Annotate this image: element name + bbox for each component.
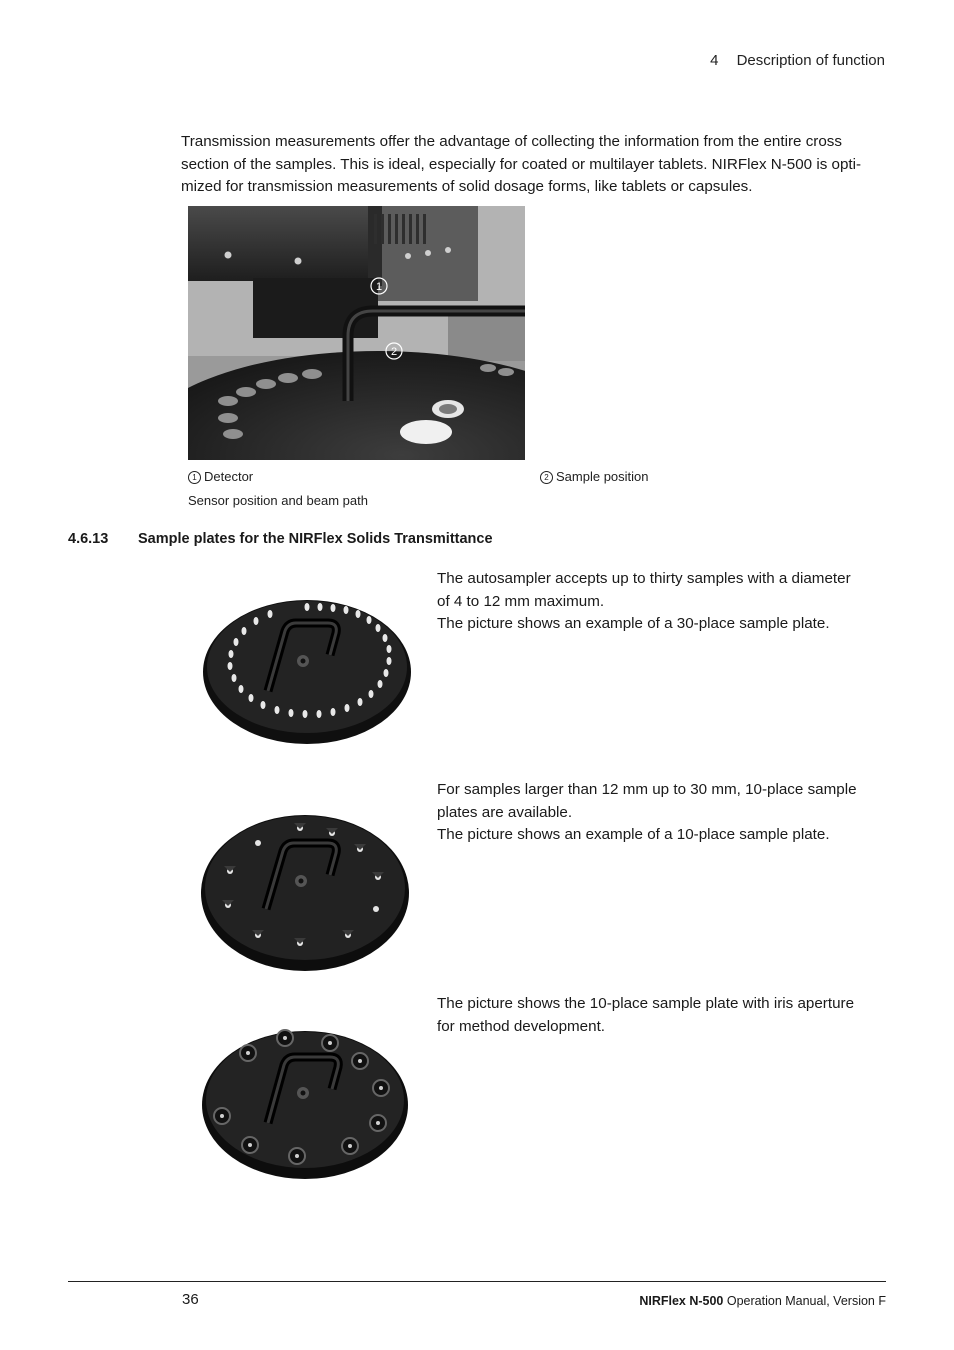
plate-10-place-image	[200, 805, 415, 980]
callout-legend-sample-position	[540, 469, 649, 484]
footer-doc-title: Operation Manual, Version F	[726, 1294, 886, 1308]
page-number: 36	[182, 1291, 199, 1308]
plate-30-line: The autosampler accepts up to thirty samples with a diameter	[437, 570, 851, 587]
intro-line: Transmission measurements offer the advantage of collecting the information from the entire cross	[181, 133, 842, 150]
callout-label: Detector	[204, 469, 254, 484]
plate-iris-image	[200, 1023, 415, 1198]
chapter-title: Description of function	[736, 52, 885, 69]
figure-caption: Sensor position and beam path	[188, 493, 368, 508]
plate-10-place-illustration	[200, 805, 415, 980]
callout-legend-detector	[188, 469, 253, 484]
plate-30-place-illustration	[200, 583, 415, 758]
plate-30-description	[437, 568, 887, 636]
chapter-number: 4	[710, 52, 719, 69]
callout-label: Sample position	[556, 469, 649, 484]
plate-10-line: For samples larger than 12 mm up to 30 mm, 10-place sample	[437, 781, 857, 798]
plate-30-line: of 4 to 12 mm maximum.	[437, 592, 605, 610]
intro-paragraph	[181, 131, 881, 199]
plate-iris-description	[437, 993, 887, 1038]
section-number: 4.6.13	[68, 531, 109, 547]
plate-30-place-image	[200, 583, 415, 758]
section-title: Sample plates for the NIRFlex Solids Transmittance	[138, 531, 493, 547]
plate-10-line: The picture shows an example of a 10-place sample plate.	[437, 826, 830, 843]
callout-number: 1	[188, 471, 201, 484]
plate-10-description	[437, 779, 887, 847]
svg-text:1: 1	[375, 281, 383, 293]
callout-number: 2	[540, 471, 553, 484]
section-heading	[68, 531, 493, 547]
plate-30-line: The picture shows an example of a 30-place sample plate.	[437, 615, 830, 632]
intro-line: mized for transmission measurements of solid dosage forms, like tablets or capsules.	[181, 178, 753, 195]
footer-rule	[68, 1281, 886, 1282]
running-header	[710, 52, 885, 69]
plate-10-line: plates are available.	[437, 803, 573, 821]
plate-iris-line: for method development.	[437, 1017, 606, 1035]
plate-iris-illustration	[200, 1023, 415, 1183]
detector-photo	[188, 206, 525, 460]
detector-photo-illustration	[188, 206, 525, 460]
footer-product: NIRFlex N-500	[639, 1294, 724, 1308]
svg-text:2: 2	[390, 346, 398, 358]
footer-document-title	[639, 1294, 886, 1308]
plate-iris-line: The picture shows the 10-place sample plate with iris aperture	[437, 995, 855, 1012]
intro-line: section of the samples. This is ideal, especially for coated or multilayer tablets. NIRFlex N-500 is opti-	[181, 155, 862, 173]
